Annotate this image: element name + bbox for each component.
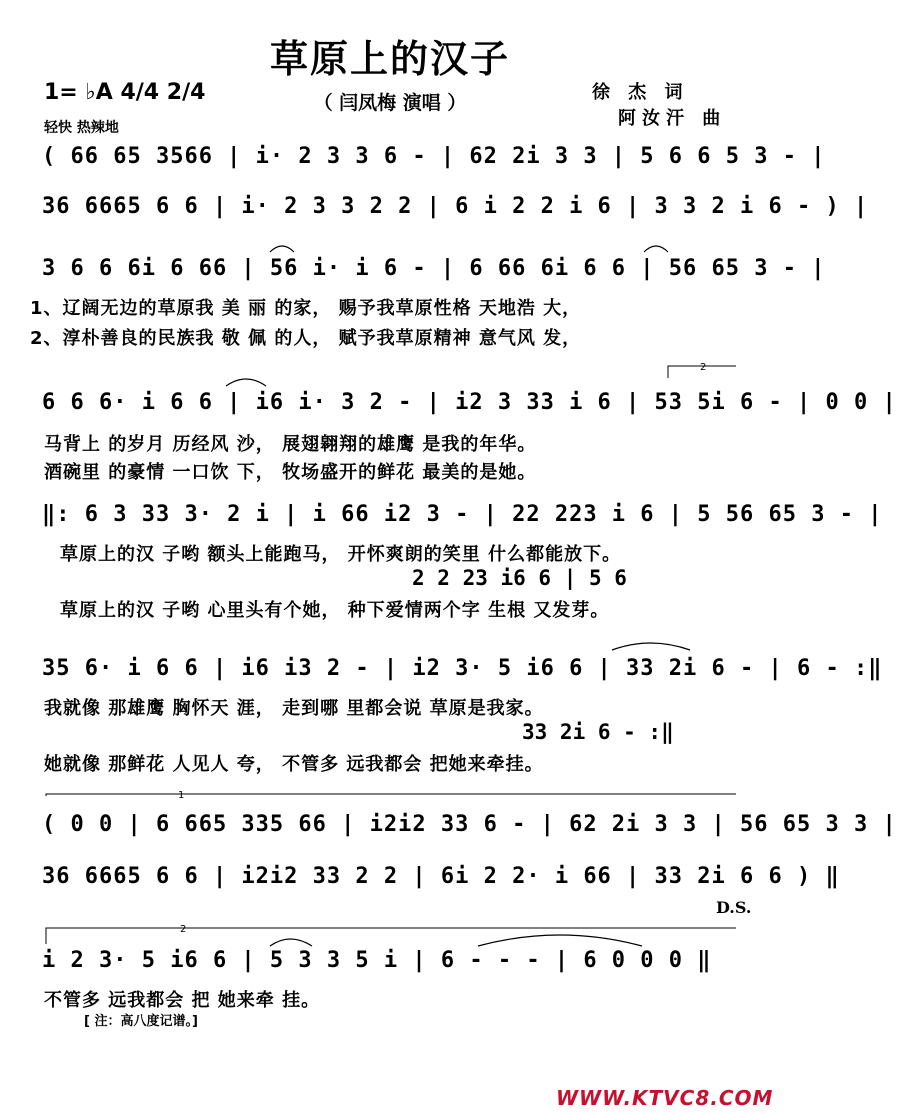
- footnote: [ 注：高八度记谱。]: [84, 1014, 198, 1029]
- score-line-1: ( 66 65 3566 | i· 2 3 3 6 - | 62 2i 3 3 | 5 6 6 5 3 - |: [42, 144, 826, 169]
- score-line-4: 6 6 6· i 6 6 | i6 i· 3 2 - | i2 3 33 i 6 | 53 5i 6 - | 0 0 |: [42, 390, 897, 415]
- tempo-marking: 轻快 热辣地: [44, 120, 119, 136]
- lyric-verse1-a: 1、辽阔无边的草原我 美 丽 的家， 赐予我草原性格 天地浩 大，: [30, 298, 582, 319]
- volta-number-2a: 2: [700, 362, 707, 373]
- composer: 阿汝汗 曲: [618, 108, 727, 129]
- lyricist: 徐 杰 词: [592, 82, 689, 103]
- slur: [270, 939, 312, 946]
- lyric-chorus-3: 我就像 那雄鹰 胸怀天 涯， 走到哪 里都会说 草原是我家。: [44, 698, 544, 719]
- lyric-verse2-b: 酒碗里 的豪情 一口饮 下， 牧场盛开的鲜花 最美的是她。: [44, 462, 537, 483]
- score-line-8: 36 6665 6 6 | i2i2 33 2 2 | 6i 2 2· i 66 | 33 2i 6 6 ) ‖: [42, 864, 840, 889]
- score-line-7: ( 0 0 | 6 665 335 66 | i2i2 33 6 - | 62 2i 3 3 | 56 65 3 3 |: [42, 812, 897, 837]
- song-title: 草原上的汉子: [269, 37, 510, 81]
- lyric-ending: 不管多 远我都会 把 她来牵 挂。: [44, 990, 321, 1011]
- volta-number-2b: 2: [180, 924, 187, 935]
- score-line-9: i 2 3· 5 i6 6 | 5 3 3 5 i | 6 - - - | 6 0 0 0 ‖: [42, 948, 712, 973]
- key-signature: 1= ♭A 4/4 2/4: [44, 80, 206, 105]
- performer: （ 闫凤梅 演唱 ）: [313, 92, 467, 114]
- volta-bracket-1: [46, 794, 736, 796]
- lyric-chorus-1: 草原上的汉 子哟 额头上能跑马， 开怀爽朗的笑里 什么都能放下。: [60, 544, 622, 565]
- score-line-2: 36 6665 6 6 | i· 2 3 3 2 2 | 6 i 2 2 i 6 | 3 3 2 i 6 - ) |: [42, 194, 869, 219]
- alt-notes-2: 33 2i 6 - :‖: [522, 720, 674, 744]
- lyric-verse2-a: 2、淳朴善良的民族我 敬 佩 的人， 赋予我草原精神 意气风 发，: [30, 328, 582, 349]
- slur: [270, 246, 294, 252]
- volta-bracket-2b: [46, 928, 736, 944]
- watermark: WWW.KTVC8.COM: [556, 1086, 774, 1110]
- slur: [644, 246, 668, 252]
- slur: [612, 643, 690, 650]
- volta-number-1: 1: [178, 790, 185, 801]
- slur: [478, 935, 642, 946]
- lyric-chorus-2: 草原上的汉 子哟 心里头有个她， 种下爱情两个字 生根 又发芽。: [60, 600, 610, 621]
- lyric-chorus-4: 她就像 那鲜花 人见人 夸， 不管多 远我都会 把她来牵挂。: [44, 754, 544, 775]
- score-line-3: 3 6 6 6i 6 66 | 56 i· i 6 - | 6 66 6i 6 6 | 56 65 3 - |: [42, 256, 826, 281]
- alt-notes-1: 2 2 23 i6 6 | 5 6: [412, 566, 627, 590]
- score-line-5: ‖: 6 3 33 3· 2 i | i 66 i2 3 - | 22 223 i 6 | 5 56 65 3 - |: [42, 502, 883, 527]
- slur: [226, 379, 266, 386]
- ds-marking: D.S.: [716, 898, 752, 917]
- lyric-verse1-b: 马背上 的岁月 历经风 沙， 展翅翱翔的雄鹰 是我的年华。: [44, 434, 537, 455]
- score-line-6: 35 6· i 6 6 | i6 i3 2 - | i2 3· 5 i6 6 | 33 2i 6 - | 6 - :‖: [42, 656, 883, 681]
